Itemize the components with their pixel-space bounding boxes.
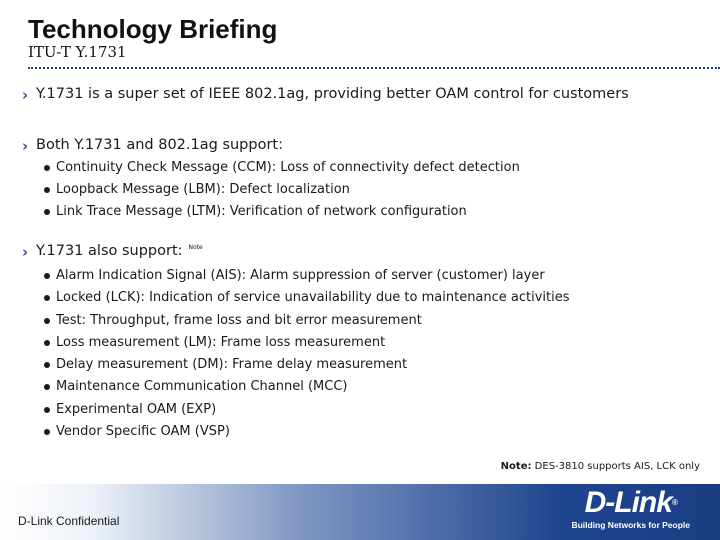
section-heading-text: Y.1731 also support: bbox=[36, 243, 183, 259]
list-item-text: Delay measurement (DM): Frame delay measurement bbox=[56, 357, 408, 373]
bullet-dot-icon bbox=[44, 362, 50, 368]
bullet-list bbox=[22, 268, 570, 446]
confidential-label: D-Link Confidential bbox=[18, 514, 120, 528]
footnote-label: Note: bbox=[500, 461, 532, 472]
chevron-right-icon: › bbox=[22, 243, 29, 261]
section-heading-text: Y.1731 is a super set of IEEE 802.1ag, providing better OAM control for customers bbox=[36, 86, 629, 102]
list-item-text: Test: Throughput, frame loss and bit error measurement bbox=[56, 312, 422, 328]
section-superset bbox=[22, 86, 629, 102]
bullet-dot-icon bbox=[44, 165, 50, 171]
list-item bbox=[22, 357, 570, 379]
logo-text: D-Link bbox=[584, 486, 672, 519]
footnote-text: DES-3810 supports AIS, LCK only bbox=[534, 461, 700, 472]
bullet-list bbox=[22, 160, 520, 226]
list-item bbox=[22, 204, 520, 226]
bullet-dot-icon bbox=[44, 273, 50, 279]
list-item bbox=[22, 290, 570, 312]
bullet-dot-icon bbox=[44, 340, 50, 346]
bullet-dot-icon bbox=[44, 384, 50, 390]
list-item-text: Continuity Check Message (CCM): Loss of connectivity defect detection bbox=[56, 160, 520, 175]
dlink-logo bbox=[571, 488, 690, 530]
bullet-dot-icon bbox=[44, 318, 50, 324]
logo-tagline: Building Networks for People bbox=[571, 520, 690, 530]
note-tag: Note bbox=[188, 244, 203, 252]
list-item-text: Alarm Indication Signal (AIS): Alarm suppression of server (customer) layer bbox=[56, 268, 545, 283]
section-common-support bbox=[22, 137, 520, 226]
list-item-text: Vendor Specific OAM (VSP) bbox=[56, 424, 230, 440]
list-item-text: Link Trace Message (LTM): Verification of network configuration bbox=[56, 204, 467, 219]
list-item bbox=[22, 335, 570, 357]
section-heading-text: Both Y.1731 and 802.1ag support: bbox=[36, 137, 283, 153]
list-item-text: Maintenance Communication Channel (MCC) bbox=[56, 379, 348, 395]
chevron-right-icon: › bbox=[22, 86, 29, 104]
title-divider bbox=[28, 67, 720, 69]
list-item bbox=[22, 160, 520, 182]
bullet-dot-icon bbox=[44, 209, 50, 215]
registered-mark: ® bbox=[671, 498, 677, 507]
list-item-text: Experimental OAM (EXP) bbox=[56, 401, 217, 417]
page-title: Technology Briefing bbox=[28, 14, 278, 44]
footer-bar bbox=[0, 484, 720, 540]
list-item-text: Loss measurement (LM): Frame loss measurement bbox=[56, 334, 386, 350]
list-item bbox=[22, 313, 570, 335]
list-item bbox=[22, 379, 570, 401]
list-item bbox=[22, 424, 570, 446]
section-heading bbox=[22, 86, 629, 102]
page-subtitle: ITU-T Y.1731 bbox=[28, 43, 127, 61]
list-item bbox=[22, 268, 570, 290]
footnote bbox=[501, 461, 700, 472]
list-item bbox=[22, 402, 570, 424]
bullet-dot-icon bbox=[44, 187, 50, 193]
bullet-dot-icon bbox=[44, 429, 50, 435]
chevron-right-icon: › bbox=[22, 137, 29, 155]
bullet-dot-icon bbox=[44, 295, 50, 301]
section-y1731-extra bbox=[22, 243, 570, 446]
logo-wordmark bbox=[571, 488, 690, 518]
list-item bbox=[22, 182, 520, 204]
section-heading bbox=[22, 137, 520, 153]
bullet-dot-icon bbox=[44, 407, 50, 413]
section-heading bbox=[22, 243, 570, 259]
list-item-text: Loopback Message (LBM): Defect localization bbox=[56, 182, 350, 197]
list-item-text: Locked (LCK): Indication of service unavailability due to maintenance activities bbox=[56, 290, 570, 306]
